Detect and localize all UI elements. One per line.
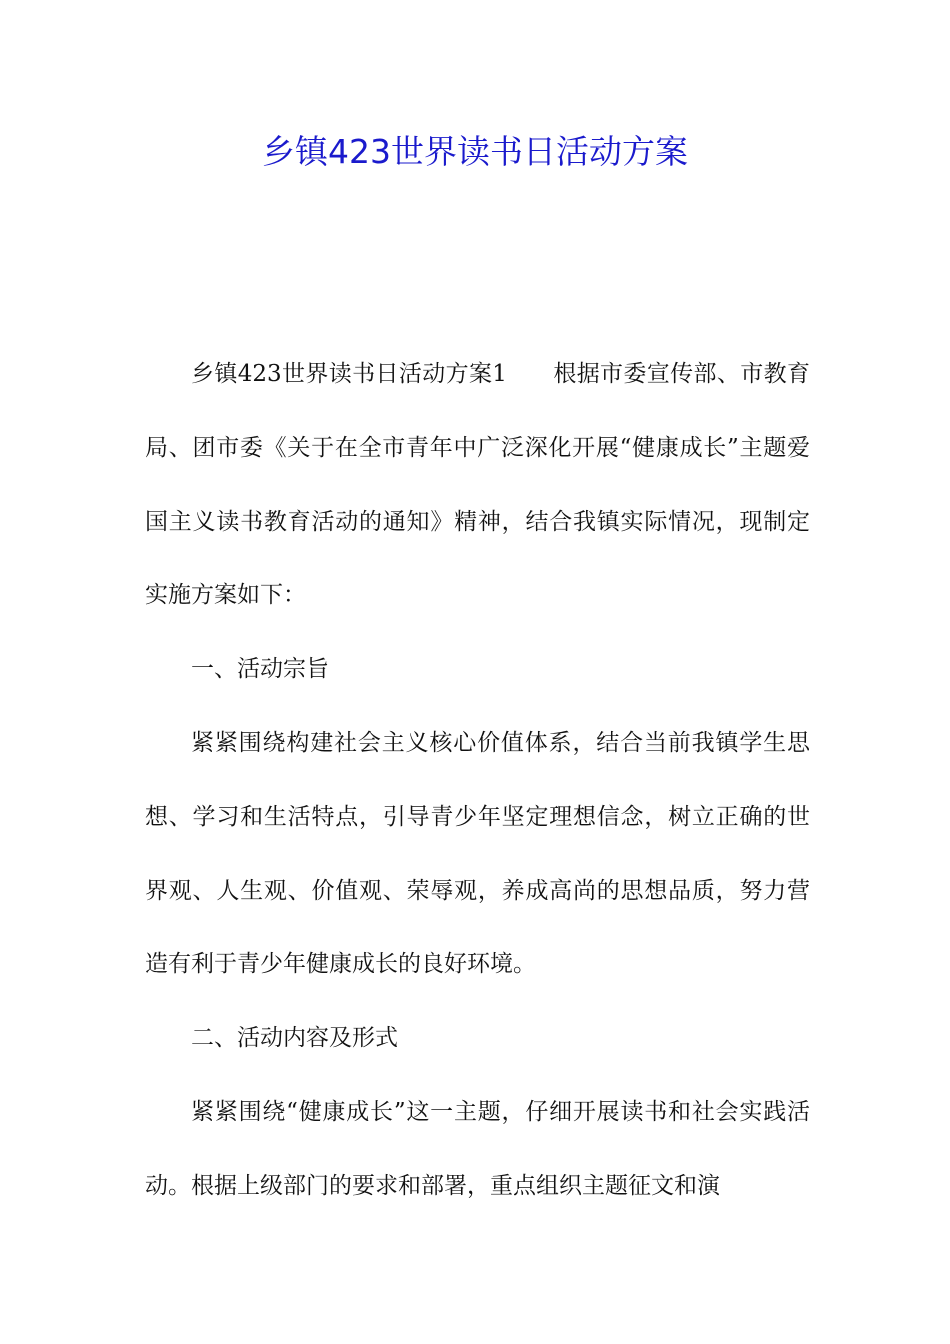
paragraph-intro — [145, 338, 810, 633]
section-heading-content: 二、活动内容及形式 — [191, 1025, 398, 1052]
paragraph-purpose: 紧紧围绕构建社会主义核心价值体系，结合当前我镇学生思想、学习和生活特点，引导青少年坚定理想信念，树立正确的世界观、人生观、价值观、荣辱观，养成高尚的思想品质，努力营造有利于青少年健康成长的良好环境。 — [145, 729, 810, 978]
section-heading-purpose: 一、活动宗旨 — [191, 656, 329, 683]
document-body — [145, 338, 810, 1224]
paragraph-lead: 乡镇423世界读书日活动方案1 — [191, 361, 507, 387]
document-title: 乡镇423世界读书日活动方案 — [262, 132, 688, 171]
paragraph-content: 紧紧围绕“健康成长”这一主题，仔细开展读书和社会实践活动。根据上级部门的要求和部署，重点组织主题征文和演 — [145, 1098, 810, 1199]
paragraph-text: 根据市委宣传部、市教育局、团市委《关于在全市青年中广泛深化开展“健康成长”主题爱国主义读书教育活动的通知》精神，结合我镇实际情况，现制定实施方案如下： — [145, 361, 810, 609]
